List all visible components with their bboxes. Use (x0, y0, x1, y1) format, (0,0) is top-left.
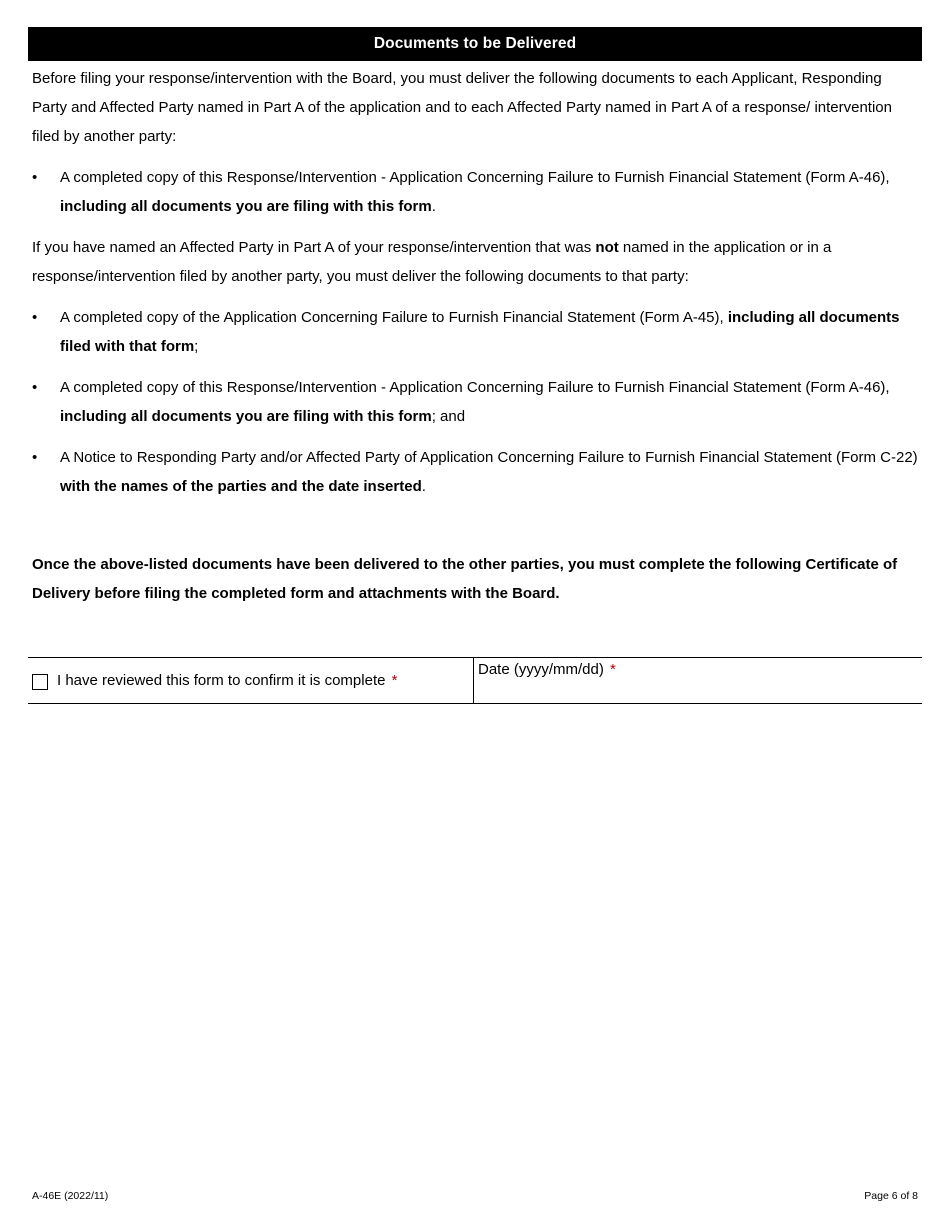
bullet-icon: • (32, 379, 38, 396)
list-item (32, 303, 918, 361)
required-marker: * (610, 661, 616, 678)
date-input[interactable] (478, 681, 918, 701)
page-number: Page 6 of 8 (864, 1190, 918, 1202)
section-header (28, 27, 922, 61)
list-item-text: A Notice to Responding Party and/or Affected Party of Application Concerning Failure to Furnish Financial Statement (Form C-22) (60, 449, 918, 466)
review-confirmation-cell (28, 658, 474, 703)
list-item-bold: including all documents you are filing with this form (60, 198, 432, 215)
bullet-icon: • (32, 309, 38, 326)
list-item-bold: including all documents you are filing with this form (60, 408, 432, 425)
certificate-notice: Once the above-listed documents have been delivered to the other parties, you must complete the following Certificate of Delivery before filing the completed form and attachments with the Board. (32, 556, 898, 602)
checkbox-label-text: I have reviewed this form to confirm it is complete (57, 672, 386, 689)
review-complete-checkbox[interactable] (32, 674, 48, 690)
paragraph-text: named in the application or in a response/intervention filed by another party, you must deliver the following documents to that party: (32, 239, 832, 285)
list-item-bold: with the names of the parties and the date inserted (60, 478, 422, 495)
list-item (32, 443, 918, 501)
list-item-text: A completed copy of this Response/Intervention - Application Concerning Failure to Furnish Financial Statement (Form A-46), (60, 379, 890, 396)
date-label-text: Date (yyyy/mm/dd) (478, 661, 604, 678)
affected-party-documents-list (32, 303, 918, 501)
list-item-tail: . (421, 478, 426, 495)
list-item-text: A completed copy of this Response/Intervention - Application Concerning Failure to Furnish Financial Statement (Form A-46), (60, 169, 890, 186)
form-code: A-46E (2022/11) (32, 1190, 109, 1202)
paragraph-text: If you have named an Affected Party in Part A of your response/intervention that was (32, 239, 596, 256)
date-cell (474, 658, 922, 703)
list-item-text: A completed copy of the Application Concerning Failure to Furnish Financial Statement (Form A-45), (60, 309, 728, 326)
certification-row (28, 657, 922, 704)
review-complete-label (57, 672, 397, 689)
list-item-tail: . (431, 198, 436, 215)
date-label (478, 661, 616, 678)
instructions (28, 64, 922, 608)
paragraph-bold: not (595, 239, 619, 256)
list-item-tail: ; (194, 338, 199, 355)
section-title: Documents to be Delivered (373, 35, 577, 52)
list-item (32, 373, 918, 431)
bullet-icon: • (32, 169, 38, 186)
required-marker: * (391, 672, 398, 689)
intro-paragraph: Before filing your response/intervention with the Board, you must deliver the following documents to each Applicant, Responding Party and Affected Party named in Part A of the application and to each Affected Party named in Part A of a response/ intervention filed by another party: (32, 70, 892, 145)
form-page (28, 27, 922, 623)
bullet-icon: • (32, 449, 38, 466)
list-item-bold: including all documents filed with that form (60, 309, 900, 355)
list-item-tail: ; and (431, 408, 466, 425)
primary-documents-list (32, 163, 918, 221)
affected-party-paragraph (32, 233, 918, 291)
list-item (32, 163, 918, 221)
